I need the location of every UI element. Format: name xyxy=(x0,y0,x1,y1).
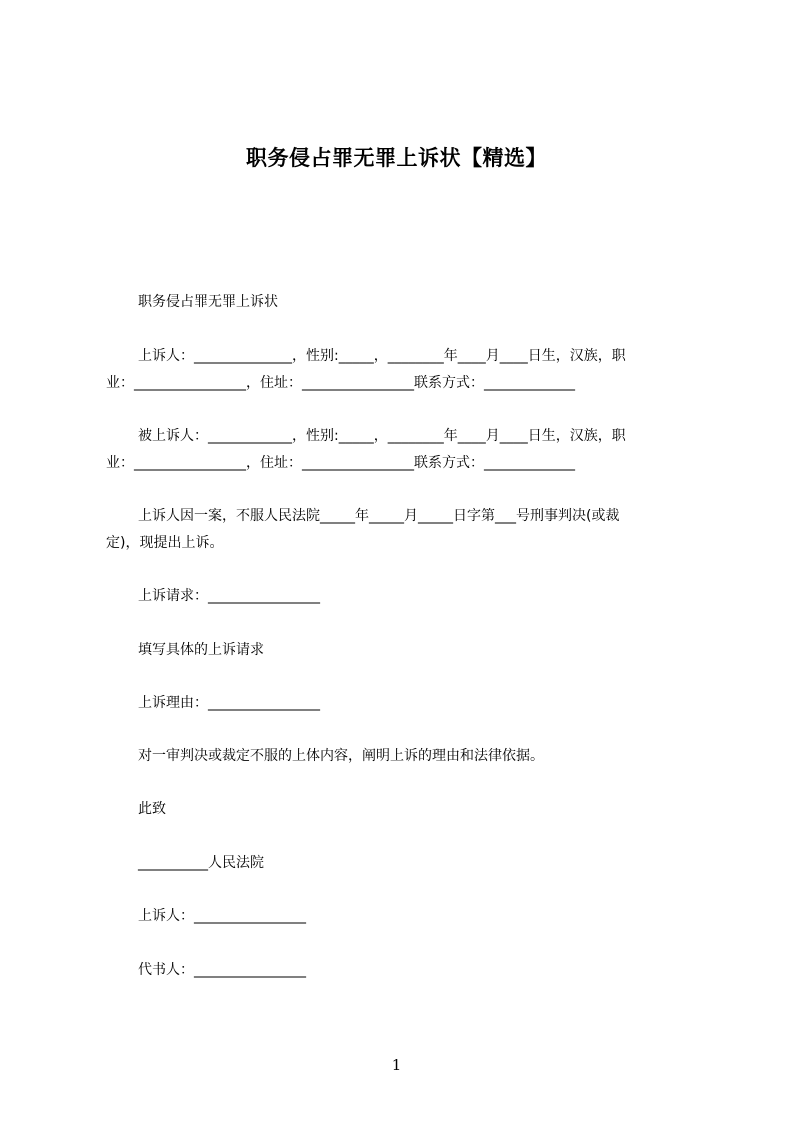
appeal-reason-line-2: 定)，现提出上诉。 xyxy=(106,535,224,551)
appeal-request-hint: 填写具体的上诉请求 xyxy=(138,642,264,658)
appeal-grounds-hint: 对一审判决或裁定不服的上体内容，阐明上诉的理由和法律依据。 xyxy=(138,748,544,764)
page-number: 1 xyxy=(391,1056,402,1074)
appellant-signature: 上诉人：________________ xyxy=(138,908,306,924)
appeal-request: 上诉请求：________________ xyxy=(138,588,320,604)
appellant-info-line-1: 上诉人：______________，性别:_____，________年____月____日生，汉族，职 xyxy=(138,348,626,364)
scribe-signature: 代书人：________________ xyxy=(138,962,306,978)
document-subtitle: 职务侵占罪无罪上诉状 xyxy=(138,294,278,310)
closing-salutation: 此致 xyxy=(138,801,166,817)
appeal-grounds: 上诉理由：________________ xyxy=(138,695,320,711)
appellee-info-line-2: 业：________________，住址：________________联系方式：_____________ xyxy=(106,455,575,471)
appeal-reason-line-1: 上诉人因一案，不服人民法院_____年_____月_____日字第___号刑事判决(或裁 xyxy=(138,508,620,524)
document-title: 职务侵占罪无罪上诉状【精选】 xyxy=(246,146,547,170)
appellee-info-line-1: 被上诉人：____________，性别:_____，________年____月____日生，汉族，职 xyxy=(138,428,626,444)
court-name: __________人民法院 xyxy=(138,855,264,871)
appellant-info-line-2: 业：________________，住址：________________联系方式：_____________ xyxy=(106,375,575,391)
